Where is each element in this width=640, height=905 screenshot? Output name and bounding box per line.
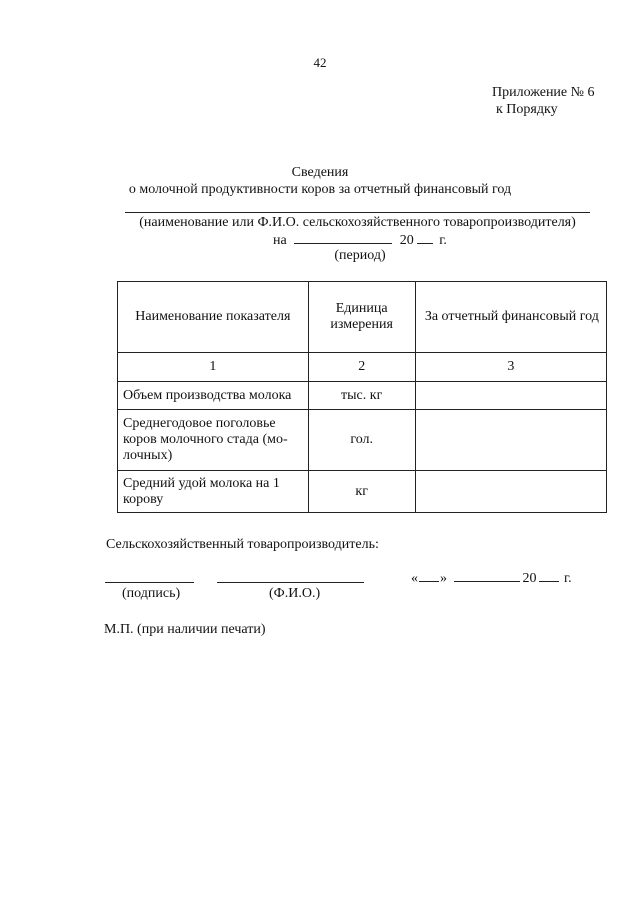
period-row	[0, 231, 640, 249]
date-year-field[interactable]	[539, 569, 559, 582]
stamp-note: М.П. (при наличии печати)	[104, 622, 266, 637]
row-value-cell[interactable]	[415, 471, 606, 513]
row-indicator: Среднегодовое поголовье коров молочного стада (мо-лочных)	[118, 410, 309, 471]
title-line-1: Сведения	[291, 165, 349, 180]
period-caption: (период)	[334, 248, 386, 263]
signature-field[interactable]	[105, 582, 194, 583]
date-open-quote: «	[411, 571, 418, 586]
column-number: 3	[415, 353, 606, 382]
period-year-suffix: г.	[439, 233, 447, 248]
row-unit: кг	[308, 471, 415, 513]
period-date-field[interactable]	[294, 231, 392, 244]
header-reporting-year: За отчетный финансовый год	[415, 282, 606, 353]
page-number: 42	[313, 55, 327, 70]
producer-name-field[interactable]	[125, 212, 590, 213]
period-prefix: на	[273, 233, 287, 248]
table-header-row	[118, 282, 607, 353]
period-year-field[interactable]	[417, 231, 433, 244]
table-row	[118, 471, 607, 513]
column-number: 1	[118, 353, 309, 382]
header-indicator: Наименование показателя	[118, 282, 309, 353]
date-suffix: г.	[564, 571, 572, 586]
header-unit: Единица измерения	[308, 282, 415, 353]
period-year-prefix: 20	[399, 233, 414, 248]
appendix-reference	[492, 84, 595, 118]
producer-name-caption: (наименование или Ф.И.О. сельскохозяйственного товаропроизводителя)	[139, 215, 576, 230]
row-indicator: Средний удой молока на 1 корову	[118, 471, 309, 513]
table-row	[118, 382, 607, 410]
date-day-field[interactable]	[419, 569, 439, 582]
fio-field[interactable]	[217, 582, 364, 583]
row-unit: гол.	[308, 410, 415, 471]
date-close-quote: »	[440, 571, 447, 586]
row-value-cell[interactable]	[415, 382, 606, 410]
table-row	[118, 410, 607, 471]
row-value-cell[interactable]	[415, 410, 606, 471]
producer-signature-label: Сельскохозяйственный товаропроизводитель:	[106, 537, 379, 552]
productivity-table	[117, 281, 607, 513]
column-numbers-row	[118, 353, 607, 382]
signature-date	[411, 569, 572, 587]
document-title	[0, 164, 640, 198]
column-number: 2	[308, 353, 415, 382]
fio-caption: (Ф.И.О.)	[269, 586, 321, 601]
row-unit: тыс. кг	[308, 382, 415, 410]
title-line-2: о молочной продуктивности коров за отчетный финансовый год	[128, 182, 512, 197]
appendix-number: Приложение № 6	[492, 85, 595, 100]
date-year-prefix: 20	[522, 571, 537, 586]
date-month-field[interactable]	[454, 569, 520, 582]
appendix-target: к Порядку	[496, 102, 558, 117]
row-indicator: Объем производства молока	[118, 382, 309, 410]
signature-caption: (подпись)	[122, 586, 181, 601]
